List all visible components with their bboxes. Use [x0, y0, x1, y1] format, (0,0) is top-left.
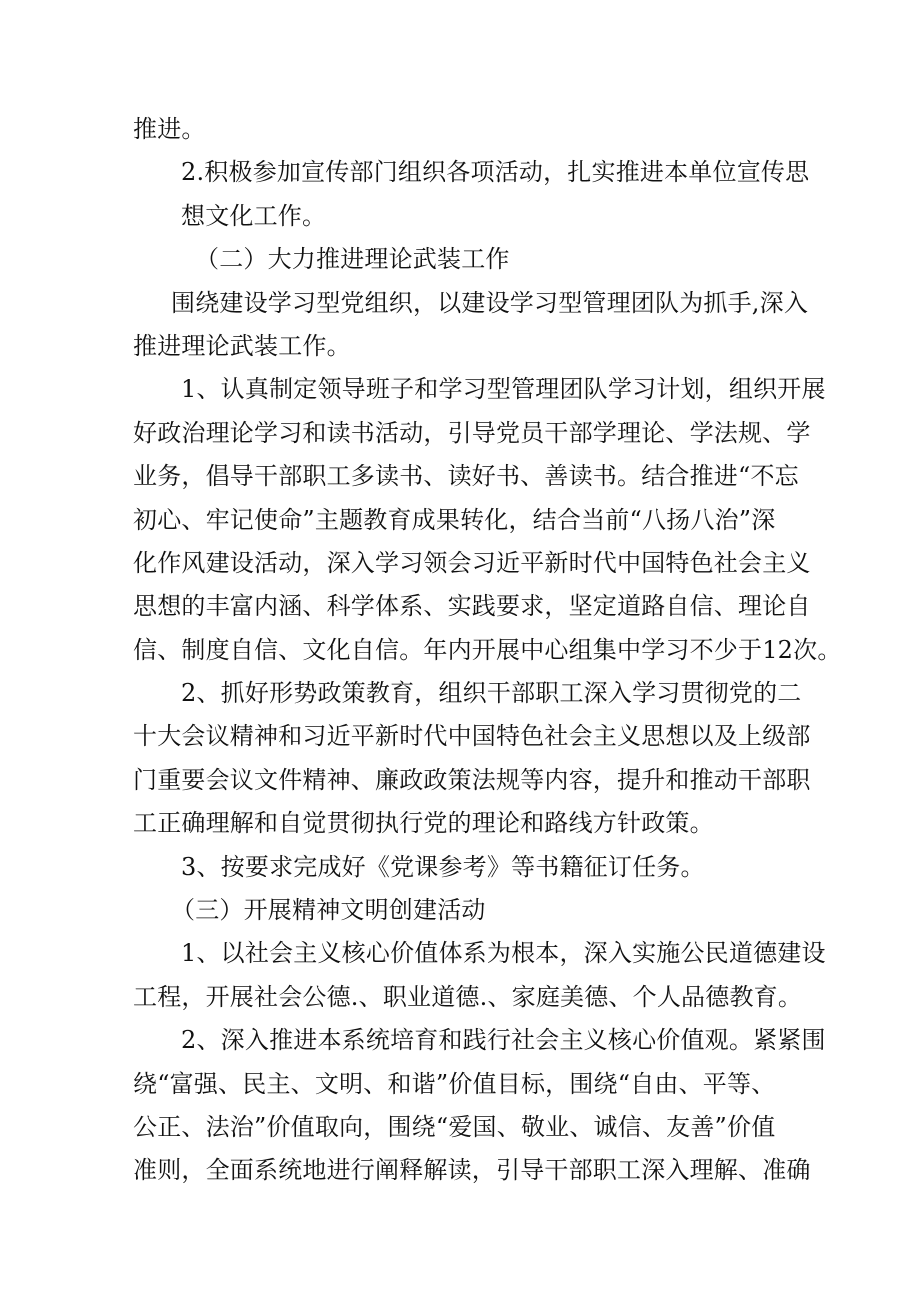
- text-line: 推进理论武装工作。: [133, 331, 351, 360]
- text-line: 2、抓好形势政策教育，组织干部职工深入学习贯彻党的二: [181, 679, 802, 708]
- text-line: 好政治理论学习和读书活动，引导党员干部学理论、学法规、学: [133, 418, 811, 447]
- text-line: （二）大力推进理论武装工作: [195, 245, 510, 274]
- text-line: 2.积极参加宣传部门组织各项活动，扎实推进本单位宣传思: [181, 158, 810, 187]
- text-line: 2、深入推进本系统培育和践行社会主义核心价值观。紧紧围: [181, 1026, 826, 1055]
- text-line: 围绕建设学习型党组织，以建设学习型管理团队为抓手,深入: [171, 288, 809, 317]
- text-line: 绕“富强、民主、文明、和谐”价值目标，围绕“自由、平等、: [133, 1069, 776, 1098]
- text-line: 1、以社会主义核心价值体系为根本，深入实施公民道德建设: [181, 939, 826, 968]
- text-line: 准则，全面系统地进行阐释解读，引导干部职工深入理解、准确: [133, 1156, 811, 1185]
- text-line: 工正确理解和自觉贯彻执行党的理论和路线方针政策。: [133, 809, 714, 838]
- text-line: 1、认真制定领导班子和学习型管理团队学习计划，组织开展: [181, 375, 826, 404]
- text-line: （三）开展精神文明创建活动: [171, 896, 486, 925]
- text-line: 公正、法治”价值取向，围绕“爱国、敬业、诚信、友善”价值: [133, 1112, 776, 1141]
- text-line: 3、按要求完成好《党课参考》等书籍征订任务。: [181, 852, 705, 881]
- text-line: 想文化工作。: [181, 201, 327, 230]
- text-line: 信、制度自信、文化自信。年内开展中心组集中学习不少于12次。: [133, 635, 842, 664]
- text-line: 思想的丰富内涵、科学体系、实践要求，坚定道路自信、理论自: [133, 592, 811, 621]
- text-line: 门重要会议文件精神、廉政政策法规等内容，提升和推动干部职: [133, 765, 811, 794]
- text-line: 化作风建设活动，深入学习领会习近平新时代中国特色社会主义: [133, 548, 811, 577]
- text-line: 初心、牢记使命”主题教育成果转化，结合当前“八扬八治”深: [133, 505, 776, 534]
- text-line: 十大会议精神和习近平新时代中国特色社会主义思想以及上级部: [133, 722, 811, 751]
- document-body: [133, 108, 842, 1193]
- text-line: 业务，倡导干部职工多读书、读好书、善读书。结合推进“不忘: [133, 462, 799, 491]
- text-line: 工程，开展社会公德.、职业道德.、家庭美德、个人品德教育。: [133, 982, 803, 1011]
- text-line: 推进。: [133, 115, 206, 143]
